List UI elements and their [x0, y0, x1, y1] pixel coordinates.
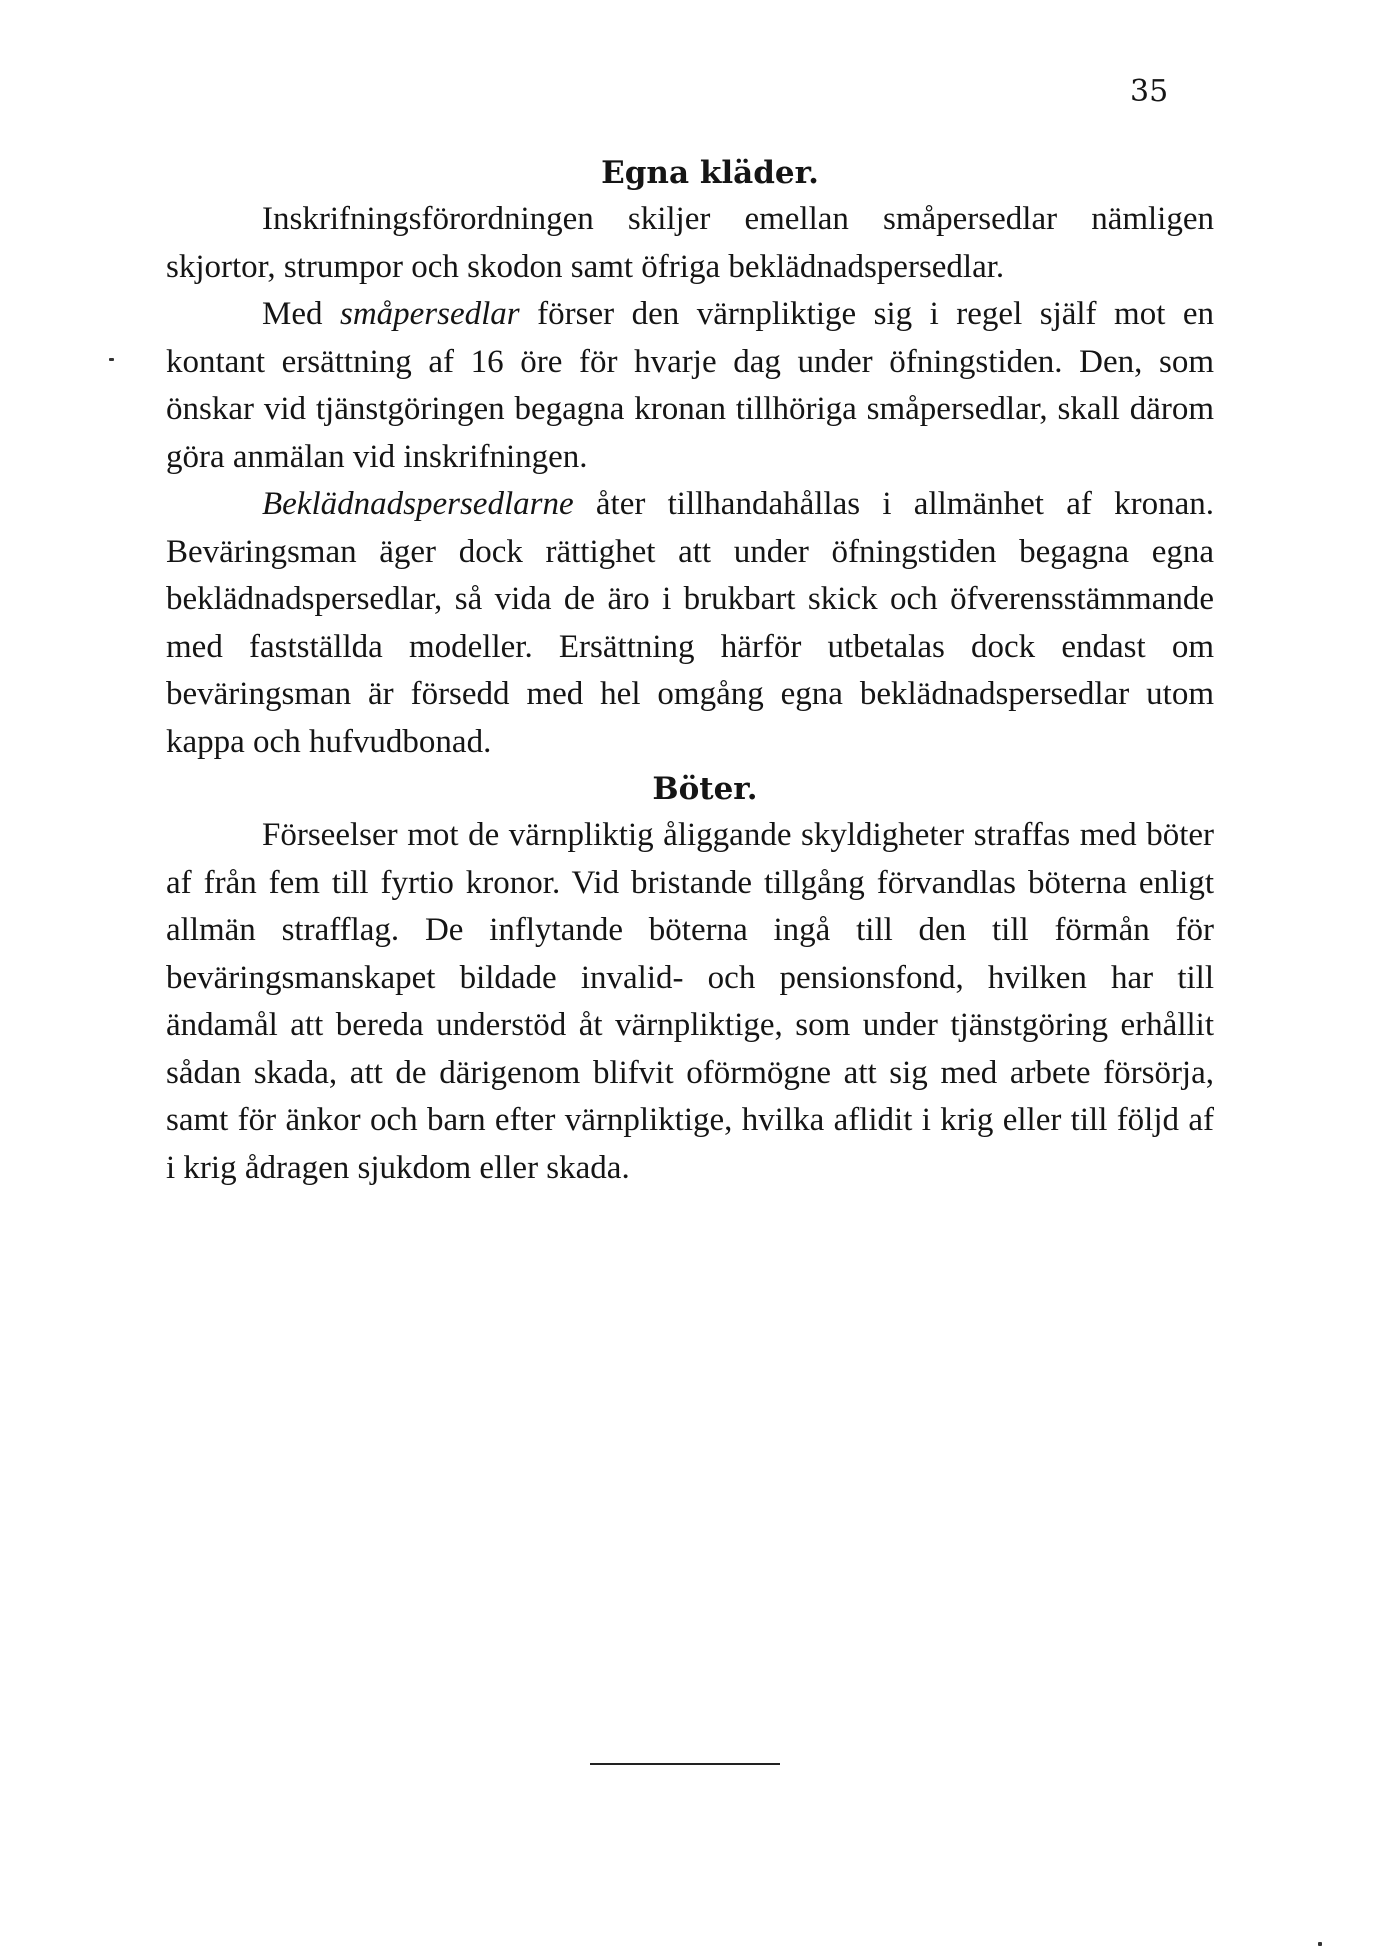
paragraph-boter: Förseelser mot de värnpliktig åliggande skyldigheter straffas med böter af från fem till fyrtio kronor. Vid bristande tillgång förvandlas böterna enligt allmän strafflag. De inflytande böterna ingå till den till förmån för beväringsmanskapet bildade invalid- och pensionsfond, hvilken har till ändamål att bereda understöd åt värnpliktige, som under tjänstgöring erhållit sådan skada, att de därigenom blifvit oförmögne att sig med arbete försörja, samt för änkor och barn efter värnpliktige, hvilka aflidit i krig eller till följd af i krig ådragen sjukdom eller skada.: [166, 817, 1214, 1186]
text-column: [166, 150, 1214, 1192]
paragraph-bekladnadspersedlar: [166, 481, 1214, 766]
paragraph-text-body: förser den värnpliktige sig i regel själf mot en kontant ersättning af 16 öre för hvarje dag under öfningstiden. Den, som önskar vid tjänstgöringen begagna kronan tillhöriga småpersedlar, skall därom göra anmälan vid inskrifningen.: [166, 296, 1214, 475]
paragraph-text-body: åter tillhandahållas i allmänhet af kronan. Beväringsman äger dock rättighet att under öfningstiden begagna egna beklädnadspersedlar, så vida de äro i brukbart skick och öfverensstämmande med fastställda modeller. Ersättning härför utbetalas dock endast om beväringsman är försedd med hel omgång egna beklädnadspersedlar utom kappa och hufvudbonad.: [166, 486, 1214, 760]
print-speck: [1318, 1942, 1322, 1946]
page-number: 35: [1130, 74, 1169, 109]
section-heading-boter: Böter.: [652, 771, 758, 807]
end-rule: [590, 1763, 780, 1765]
paragraph-smapersedlar: [166, 291, 1214, 481]
section-heading-egna-klader: Egna kläder.: [601, 155, 819, 191]
print-speck: [109, 358, 114, 361]
paragraph-smapersedlar-intro: Inskrifningsförordningen skiljer emellan småpersedlar nämligen skjortor, strumpor och skodon samt öfriga beklädnadspersedlar.: [166, 201, 1214, 285]
emphasis-term: Beklädnadspersedlarne: [262, 486, 574, 522]
paragraph-text-lead: Med: [262, 296, 340, 332]
emphasis-term: småpersedlar: [339, 296, 520, 332]
